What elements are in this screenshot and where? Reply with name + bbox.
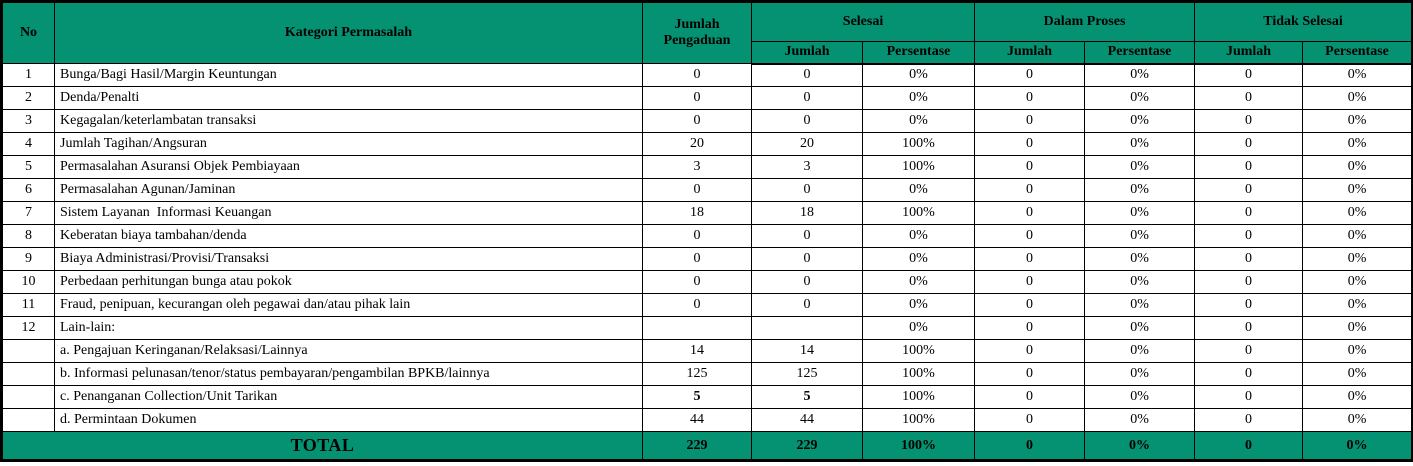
cell-selesai-jumlah: 0 (752, 64, 863, 87)
cell-no: 9 (2, 248, 55, 271)
cell-category: Sistem Layanan Informasi Keuangan (55, 202, 643, 225)
cell-selesai-jumlah: 0 (752, 179, 863, 202)
cell-proses-persentase: 0% (1085, 340, 1195, 363)
table-row (2, 64, 1413, 87)
table-header (2, 2, 1413, 64)
cell-proses-persentase: 0% (1085, 294, 1195, 317)
table-row (2, 179, 1413, 202)
cell-tidak-jumlah: 0 (1195, 87, 1303, 110)
cell-no: 12 (2, 317, 55, 340)
cell-tidak-jumlah: 0 (1195, 64, 1303, 87)
cell-proses-jumlah: 0 (975, 87, 1085, 110)
table-row (2, 156, 1413, 179)
cell-tidak-persentase: 0% (1303, 133, 1413, 156)
cell-selesai-jumlah: 18 (752, 202, 863, 225)
table-row (2, 110, 1413, 133)
table-row (2, 248, 1413, 271)
cell-proses-persentase: 0% (1085, 87, 1195, 110)
cell-jumlah-pengaduan: 0 (643, 110, 752, 133)
table-row (2, 271, 1413, 294)
cell-proses-persentase: 0% (1085, 156, 1195, 179)
cell-selesai-jumlah: 0 (752, 110, 863, 133)
cell-tidak-persentase: 0% (1303, 202, 1413, 225)
header-no: No (2, 2, 55, 64)
cell-selesai-persentase: 100% (863, 386, 975, 409)
cell-tidak-jumlah: 0 (1195, 133, 1303, 156)
header-group-selesai: Selesai (752, 2, 975, 42)
cell-no: 11 (2, 294, 55, 317)
cell-proses-jumlah: 0 (975, 340, 1085, 363)
header-proses-jumlah: Jumlah (975, 42, 1085, 64)
total-proses-persentase: 0% (1085, 432, 1195, 461)
cell-proses-persentase: 0% (1085, 248, 1195, 271)
cell-no: 6 (2, 179, 55, 202)
cell-selesai-persentase: 0% (863, 64, 975, 87)
table-row (2, 294, 1413, 317)
cell-selesai-persentase: 0% (863, 294, 975, 317)
header-group-tidak-selesai: Tidak Selesai (1195, 2, 1413, 42)
cell-selesai-persentase: 100% (863, 202, 975, 225)
cell-proses-persentase: 0% (1085, 133, 1195, 156)
cell-tidak-persentase: 0% (1303, 156, 1413, 179)
cell-proses-persentase: 0% (1085, 317, 1195, 340)
header-tidak-jumlah: Jumlah (1195, 42, 1303, 64)
cell-category: c. Penanganan Collection/Unit Tarikan (55, 386, 643, 409)
cell-tidak-persentase: 0% (1303, 340, 1413, 363)
cell-jumlah-pengaduan: 44 (643, 409, 752, 432)
table-row (2, 340, 1413, 363)
cell-no (2, 386, 55, 409)
cell-jumlah-pengaduan: 0 (643, 248, 752, 271)
cell-selesai-persentase: 0% (863, 110, 975, 133)
cell-tidak-jumlah: 0 (1195, 386, 1303, 409)
cell-proses-jumlah: 0 (975, 110, 1085, 133)
cell-jumlah-pengaduan: 0 (643, 179, 752, 202)
cell-jumlah-pengaduan: 18 (643, 202, 752, 225)
cell-tidak-persentase: 0% (1303, 386, 1413, 409)
cell-proses-persentase: 0% (1085, 363, 1195, 386)
cell-proses-jumlah: 0 (975, 133, 1085, 156)
cell-tidak-persentase: 0% (1303, 271, 1413, 294)
cell-category: Permasalahan Asuransi Objek Pembiayaan (55, 156, 643, 179)
cell-jumlah-pengaduan: 0 (643, 64, 752, 87)
cell-jumlah-pengaduan: 14 (643, 340, 752, 363)
cell-category: Permasalahan Agunan/Jaminan (55, 179, 643, 202)
cell-tidak-persentase: 0% (1303, 294, 1413, 317)
cell-tidak-jumlah: 0 (1195, 202, 1303, 225)
cell-selesai-jumlah: 44 (752, 409, 863, 432)
cell-tidak-persentase: 0% (1303, 248, 1413, 271)
table-body (2, 64, 1413, 432)
cell-no: 3 (2, 110, 55, 133)
cell-category: Denda/Penalti (55, 87, 643, 110)
cell-selesai-jumlah (752, 317, 863, 340)
total-selesai-persentase: 100% (863, 432, 975, 461)
cell-selesai-jumlah: 0 (752, 294, 863, 317)
cell-jumlah-pengaduan: 125 (643, 363, 752, 386)
cell-no: 1 (2, 64, 55, 87)
cell-category: d. Permintaan Dokumen (55, 409, 643, 432)
cell-category: a. Pengajuan Keringanan/Relaksasi/Lainnya (55, 340, 643, 363)
total-jumlah-pengaduan: 229 (643, 432, 752, 461)
cell-proses-persentase: 0% (1085, 179, 1195, 202)
cell-selesai-persentase: 0% (863, 271, 975, 294)
cell-category: Kegagalan/keterlambatan transaksi (55, 110, 643, 133)
cell-selesai-persentase: 100% (863, 409, 975, 432)
header-jumlah-pengaduan: Jumlah Pengaduan (643, 2, 752, 64)
cell-proses-persentase: 0% (1085, 64, 1195, 87)
header-group-dalam-proses: Dalam Proses (975, 2, 1195, 42)
cell-category: Perbedaan perhitungan bunga atau pokok (55, 271, 643, 294)
total-proses-jumlah: 0 (975, 432, 1085, 461)
cell-selesai-persentase: 0% (863, 248, 975, 271)
cell-jumlah-pengaduan: 20 (643, 133, 752, 156)
total-label: TOTAL (2, 432, 643, 461)
cell-selesai-persentase: 100% (863, 363, 975, 386)
table-footer (2, 432, 1413, 461)
cell-selesai-jumlah: 20 (752, 133, 863, 156)
header-tidak-persentase: Persentase (1303, 42, 1413, 64)
cell-proses-jumlah: 0 (975, 409, 1085, 432)
cell-tidak-persentase: 0% (1303, 64, 1413, 87)
cell-jumlah-pengaduan: 3 (643, 156, 752, 179)
cell-tidak-jumlah: 0 (1195, 225, 1303, 248)
total-selesai-jumlah: 229 (752, 432, 863, 461)
header-selesai-persentase: Persentase (863, 42, 975, 64)
cell-tidak-persentase: 0% (1303, 409, 1413, 432)
cell-proses-persentase: 0% (1085, 225, 1195, 248)
cell-selesai-jumlah: 125 (752, 363, 863, 386)
cell-jumlah-pengaduan: 0 (643, 294, 752, 317)
cell-no (2, 340, 55, 363)
cell-no: 10 (2, 271, 55, 294)
cell-proses-jumlah: 0 (975, 225, 1085, 248)
cell-category: Jumlah Tagihan/Angsuran (55, 133, 643, 156)
total-tidak-persentase: 0% (1303, 432, 1413, 461)
table-row (2, 87, 1413, 110)
cell-jumlah-pengaduan: 0 (643, 87, 752, 110)
cell-no: 8 (2, 225, 55, 248)
cell-selesai-jumlah: 0 (752, 87, 863, 110)
cell-category: Fraud, penipuan, kecurangan oleh pegawai dan/atau pihak lain (55, 294, 643, 317)
cell-selesai-jumlah: 0 (752, 225, 863, 248)
cell-proses-persentase: 0% (1085, 409, 1195, 432)
cell-tidak-jumlah: 0 (1195, 294, 1303, 317)
header-proses-persentase: Persentase (1085, 42, 1195, 64)
cell-selesai-persentase: 0% (863, 225, 975, 248)
cell-category: b. Informasi pelunasan/tenor/status pembayaran/pengambilan BPKB/lainnya (55, 363, 643, 386)
cell-proses-persentase: 0% (1085, 386, 1195, 409)
table-row (2, 202, 1413, 225)
cell-tidak-jumlah: 0 (1195, 248, 1303, 271)
cell-no (2, 363, 55, 386)
cell-jumlah-pengaduan: 5 (643, 386, 752, 409)
cell-tidak-jumlah: 0 (1195, 271, 1303, 294)
total-tidak-jumlah: 0 (1195, 432, 1303, 461)
cell-tidak-jumlah: 0 (1195, 317, 1303, 340)
cell-proses-jumlah: 0 (975, 202, 1085, 225)
cell-proses-jumlah: 0 (975, 271, 1085, 294)
total-row (2, 432, 1413, 461)
table-row (2, 317, 1413, 340)
table-row (2, 225, 1413, 248)
cell-tidak-jumlah: 0 (1195, 110, 1303, 133)
cell-category: Keberatan biaya tambahan/denda (55, 225, 643, 248)
cell-proses-jumlah: 0 (975, 248, 1085, 271)
cell-category: Biaya Administrasi/Provisi/Transaksi (55, 248, 643, 271)
table-row (2, 409, 1413, 432)
cell-category: Lain-lain: (55, 317, 643, 340)
cell-proses-persentase: 0% (1085, 110, 1195, 133)
cell-selesai-persentase: 0% (863, 317, 975, 340)
cell-tidak-persentase: 0% (1303, 87, 1413, 110)
cell-jumlah-pengaduan (643, 317, 752, 340)
cell-jumlah-pengaduan: 0 (643, 225, 752, 248)
cell-proses-persentase: 0% (1085, 271, 1195, 294)
cell-tidak-persentase: 0% (1303, 225, 1413, 248)
cell-tidak-jumlah: 0 (1195, 156, 1303, 179)
cell-tidak-jumlah: 0 (1195, 409, 1303, 432)
cell-no (2, 409, 55, 432)
table-row (2, 386, 1413, 409)
cell-selesai-jumlah: 3 (752, 156, 863, 179)
cell-proses-persentase: 0% (1085, 202, 1195, 225)
cell-tidak-jumlah: 0 (1195, 363, 1303, 386)
cell-no: 7 (2, 202, 55, 225)
cell-tidak-jumlah: 0 (1195, 179, 1303, 202)
cell-selesai-jumlah: 0 (752, 271, 863, 294)
cell-proses-jumlah: 0 (975, 179, 1085, 202)
cell-no: 5 (2, 156, 55, 179)
cell-no: 2 (2, 87, 55, 110)
cell-tidak-jumlah: 0 (1195, 340, 1303, 363)
cell-selesai-persentase: 100% (863, 156, 975, 179)
cell-proses-jumlah: 0 (975, 64, 1085, 87)
cell-selesai-persentase: 0% (863, 179, 975, 202)
cell-selesai-jumlah: 0 (752, 248, 863, 271)
cell-tidak-persentase: 0% (1303, 317, 1413, 340)
cell-tidak-persentase: 0% (1303, 363, 1413, 386)
cell-tidak-persentase: 0% (1303, 110, 1413, 133)
cell-proses-jumlah: 0 (975, 386, 1085, 409)
table-row (2, 363, 1413, 386)
cell-tidak-persentase: 0% (1303, 179, 1413, 202)
cell-selesai-jumlah: 14 (752, 340, 863, 363)
header-selesai-jumlah: Jumlah (752, 42, 863, 64)
cell-selesai-jumlah: 5 (752, 386, 863, 409)
cell-proses-jumlah: 0 (975, 317, 1085, 340)
cell-proses-jumlah: 0 (975, 156, 1085, 179)
cell-proses-jumlah: 0 (975, 363, 1085, 386)
cell-category: Bunga/Bagi Hasil/Margin Keuntungan (55, 64, 643, 87)
cell-selesai-persentase: 100% (863, 133, 975, 156)
table-row (2, 133, 1413, 156)
cell-selesai-persentase: 100% (863, 340, 975, 363)
header-category: Kategori Permasalah (55, 2, 643, 64)
cell-no: 4 (2, 133, 55, 156)
cell-proses-jumlah: 0 (975, 294, 1085, 317)
cell-jumlah-pengaduan: 0 (643, 271, 752, 294)
cell-selesai-persentase: 0% (863, 87, 975, 110)
